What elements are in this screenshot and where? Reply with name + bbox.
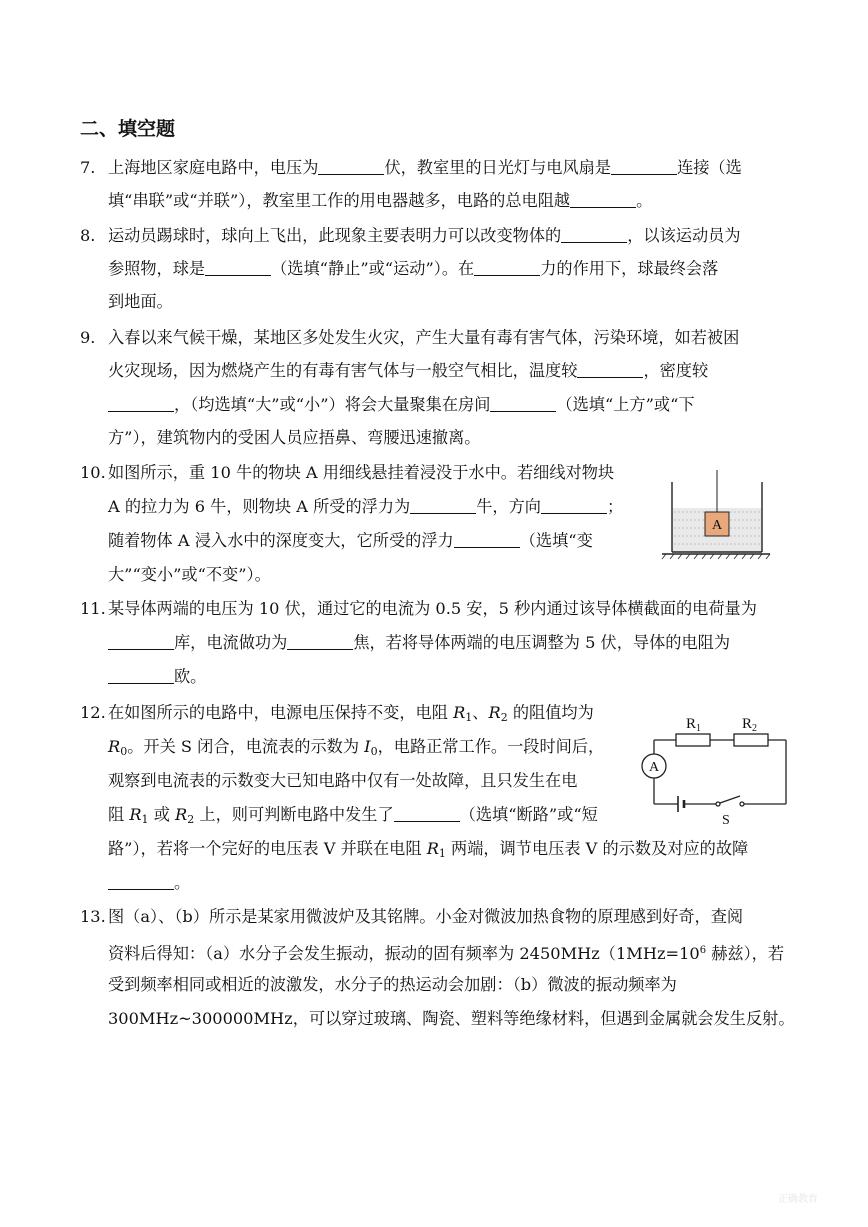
question-line bbox=[108, 497, 623, 517]
question-line bbox=[108, 703, 594, 728]
answer-blank[interactable] bbox=[318, 160, 384, 175]
question-text: A 的拉力为 6 牛，则物块 A 所受的浮力为 bbox=[108, 497, 411, 516]
question-text: 伏，教室里的日光灯与电风扇是 bbox=[384, 158, 612, 177]
question-text: ； bbox=[606, 497, 624, 516]
question-text: 某导体两端的电压为 10 伏，通过它的电流为 0.5 安，5 秒内通过该导体横截面的电荷量为 bbox=[108, 599, 757, 618]
question-number: 8. bbox=[80, 226, 96, 245]
question-line bbox=[108, 328, 739, 348]
question-text: 资料后得知：（a）水分子会发生振动，振动的固有频率为 $2450MHz(1MHz=10^6$ 赫兹），若 bbox=[108, 944, 785, 963]
answer-blank[interactable] bbox=[611, 160, 677, 175]
circuit-figure bbox=[636, 712, 796, 827]
question-text: $R_0$。开关 S 闭合，电流表的示数为 $I_0$，电路正常工作。一段时间后， bbox=[108, 737, 605, 758]
question-line bbox=[108, 975, 677, 995]
answer-blank[interactable] bbox=[570, 193, 636, 208]
watermark: 正确教育 bbox=[778, 1194, 818, 1205]
question-text: 填“串联”或“并联”），教室里工作的用电器越多，电路的总电阻越 bbox=[108, 191, 571, 210]
question-text: 路”），若将一个完好的电压表 V 并联在电阻 $R_1$ 两端，调节电压表 V 的示数及对应的故障 bbox=[108, 839, 749, 860]
answer-blank[interactable] bbox=[490, 397, 556, 412]
answer-blank[interactable] bbox=[287, 635, 353, 650]
block-a-label: A bbox=[711, 518, 723, 533]
r1-label: $R_1$ bbox=[686, 716, 702, 734]
answer-blank[interactable] bbox=[410, 499, 476, 514]
section-title: 二、填空题 bbox=[80, 118, 176, 140]
question-text: 力的作用下，球最终会落 bbox=[540, 259, 719, 278]
question-number: 12. bbox=[80, 703, 106, 722]
question-line bbox=[108, 633, 730, 653]
question-text: ，以该运动员为 bbox=[627, 226, 741, 245]
question-text: 。 bbox=[174, 873, 191, 892]
answer-blank[interactable] bbox=[108, 635, 174, 650]
question-line bbox=[108, 873, 190, 893]
answer-blank[interactable] bbox=[108, 397, 174, 412]
question-line bbox=[108, 428, 481, 448]
question-text: 受到频率相同或相近的波激发，水分子的热运动会加剧：（b）微波的振动频率为 bbox=[108, 975, 677, 994]
question-line bbox=[108, 292, 173, 312]
switch-s bbox=[720, 796, 740, 803]
question-text: ，密度较 bbox=[643, 361, 709, 380]
question-line bbox=[108, 259, 718, 279]
question-text: （选填“静止”或“运动”）。在 bbox=[271, 259, 475, 278]
question-text: 图（a）、（b）所示是某家用微波炉及其铭牌。小金对微波加热食物的原理感到好奇，查阅 bbox=[108, 907, 744, 926]
question-text: 欧。 bbox=[174, 667, 207, 686]
question-text: 方”），建筑物内的受困人员应捂鼻、弯腰迅速撤离。 bbox=[108, 428, 481, 447]
question-text: 。 bbox=[636, 191, 653, 210]
question-line bbox=[108, 395, 695, 415]
question-line bbox=[108, 531, 593, 551]
question-number: 10. bbox=[80, 463, 106, 482]
question-text: （选填“变 bbox=[519, 531, 593, 550]
answer-blank[interactable] bbox=[205, 261, 271, 276]
ammeter-label: A bbox=[648, 760, 660, 775]
question-line bbox=[108, 463, 614, 483]
question-text: 大”“变小”或“不变”）。 bbox=[108, 565, 271, 584]
question-line bbox=[108, 941, 784, 964]
question-number: 11. bbox=[80, 599, 106, 618]
question-line bbox=[108, 599, 757, 619]
answer-blank[interactable] bbox=[454, 533, 520, 548]
question-number: 7. bbox=[80, 158, 96, 177]
question-text: 300MHz~300000MHz，可以穿过玻璃、陶瓷、塑料等绝缘材料，但遇到金属就会发生反射。 bbox=[108, 1009, 795, 1028]
question-line bbox=[108, 771, 577, 791]
question-text: 观察到电流表的示数变大已知电路中仅有一处故障，且只发生在电 bbox=[108, 771, 578, 790]
question-line bbox=[108, 1009, 795, 1029]
answer-blank[interactable] bbox=[108, 875, 174, 890]
beaker-figure bbox=[662, 470, 772, 560]
question-text: 阻 $R_1$ 或 $R_2$ 上，则可判断电路中发生了 bbox=[108, 805, 394, 826]
question-text: 火灾现场，因为燃烧产生的有毒有害气体与一般空气相比，温度较 bbox=[108, 361, 578, 380]
question-text: 焦，若将导体两端的电压调整为 5 伏，导体的电阻为 bbox=[353, 633, 731, 652]
answer-blank[interactable] bbox=[108, 669, 174, 684]
question-line bbox=[108, 907, 743, 927]
question-text: （选填“上方”或“下 bbox=[556, 395, 695, 414]
question-text: 随着物体 A 浸入水中的深度变大，它所受的浮力 bbox=[108, 531, 454, 550]
question-line bbox=[108, 191, 652, 211]
question-text: 上海地区家庭电路中，电压为 bbox=[108, 158, 319, 177]
r2-label: $R_2$ bbox=[742, 716, 758, 734]
question-line bbox=[108, 839, 748, 864]
question-text: 如图所示，重 10 牛的物块 A 用细线悬挂着浸没于水中。若细线对物块 bbox=[108, 463, 615, 482]
question-text: 运动员踢球时，球向上飞出，此现象主要表明力可以改变物体的 bbox=[108, 226, 562, 245]
answer-blank[interactable] bbox=[577, 363, 643, 378]
question-text: 入春以来气候干燥，某地区多处发生火灾，产生大量有毒有害气体，污染环境，如若被困 bbox=[108, 328, 740, 347]
question-number: 9. bbox=[80, 328, 96, 347]
question-text: 牛，方向 bbox=[476, 497, 541, 516]
question-line bbox=[108, 226, 741, 246]
question-text: ，（均选填“大”或“小”）将会大量聚集在房间 bbox=[174, 395, 491, 414]
answer-blank[interactable] bbox=[541, 499, 607, 514]
answer-blank[interactable] bbox=[474, 261, 540, 276]
switch-label: S bbox=[722, 813, 730, 827]
question-line bbox=[108, 565, 271, 585]
question-number: 13. bbox=[80, 907, 106, 926]
question-text: 到地面。 bbox=[108, 292, 173, 311]
answer-blank[interactable] bbox=[561, 228, 627, 243]
question-line bbox=[108, 361, 708, 381]
question-text: 库，电流做功为 bbox=[174, 633, 288, 652]
question-text: 在如图所示的电路中，电源电压保持不变，电阻 $R_1$、$R_2$ 的阻值均为 bbox=[108, 703, 594, 724]
resistor-r2 bbox=[734, 734, 768, 746]
question-text: （选填“断路”或“短 bbox=[459, 805, 598, 824]
question-text: 参照物，球是 bbox=[108, 259, 206, 278]
question-line bbox=[108, 737, 604, 762]
answer-blank[interactable] bbox=[394, 807, 460, 822]
question-line bbox=[108, 667, 206, 687]
question-line bbox=[108, 805, 598, 830]
question-text: 连接（选 bbox=[677, 158, 742, 177]
question-line bbox=[108, 158, 742, 178]
resistor-r1 bbox=[676, 734, 710, 746]
